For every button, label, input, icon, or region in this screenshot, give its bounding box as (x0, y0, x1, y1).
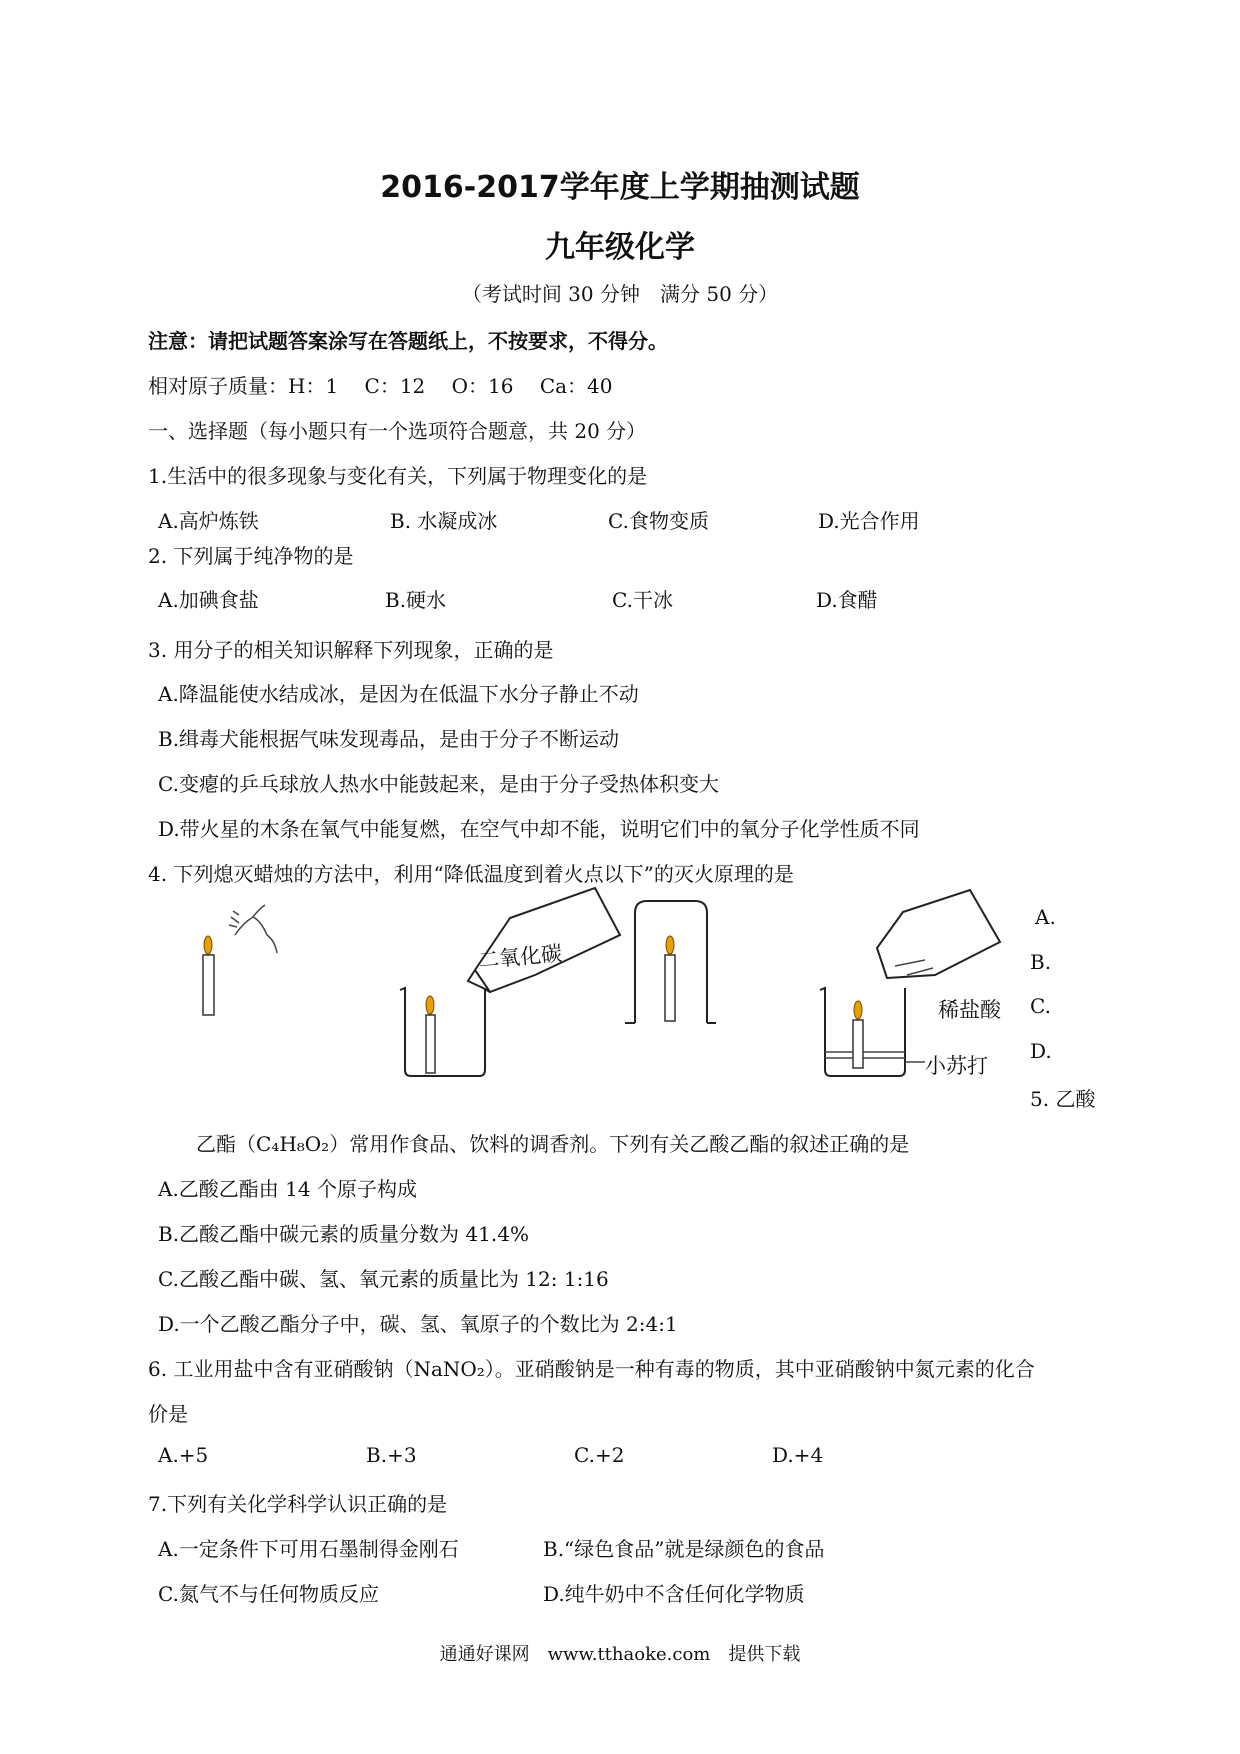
question-2-option-c: C.干冰 (612, 588, 673, 612)
question-2-stem: 2. 下列属于纯净物的是 (148, 544, 354, 568)
question-4-option-d: D. (1030, 1039, 1052, 1063)
question-5-stem-head: 5. 乙酸 (1030, 1087, 1096, 1111)
question-6-option-d: D.+4 (772, 1443, 824, 1467)
footer-credit: 通通好课网 www.tthaoke.com 提供下载 (439, 1644, 801, 1665)
question-3-option-a: A.降温能使水结成冰，是因为在低温下水分子静止不动 (158, 682, 639, 706)
figure-c-covered-candle (620, 895, 720, 1035)
exam-subtitle: 九年级化学 (545, 230, 695, 265)
exam-info: （考试时间 30 分钟 满分 50 分） (461, 282, 779, 306)
question-5-option-d: D.一个乙酸乙酯分子中，碳、氢、氧原子的个数比为 2:4:1 (158, 1312, 678, 1336)
notice: 注意：请把试题答案涂写在答题纸上，不按要求，不得分。 (148, 329, 668, 353)
question-1-stem: 1.生活中的很多现象与变化有关，下列属于物理变化的是 (148, 464, 648, 488)
question-7-option-b: B.“绿色食品”就是绿颜色的食品 (543, 1537, 825, 1561)
question-6-option-c: C.+2 (574, 1443, 625, 1467)
question-6-option-a: A.+5 (158, 1443, 209, 1467)
question-3-option-d: D.带火星的木条在氧气中能复燃，在空气中却不能，说明它们中的氧分子化学性质不同 (158, 817, 920, 841)
figure-d-soda-label: 小苏打 (925, 1054, 988, 1078)
question-4-option-c: C. (1030, 994, 1051, 1018)
question-5-option-a: A.乙酸乙酯由 14 个原子构成 (158, 1177, 417, 1201)
question-1-option-b: B. 水凝成冰 (390, 509, 498, 533)
figure-b-carbon-dioxide (395, 880, 625, 1080)
question-3-option-b: B.缉毒犬能根据气味发现毒品，是由于分子不断运动 (158, 727, 620, 751)
question-5-stem-tail: 乙酯（C₄H₈O₂）常用作食品、饮料的调香剂。下列有关乙酸乙酯的叙述正确的是 (196, 1132, 910, 1156)
question-2-option-d: D.食醋 (816, 588, 878, 612)
question-1-option-a: A.高炉炼铁 (158, 509, 259, 533)
question-3-stem: 3. 用分子的相关知识解释下列现象，正确的是 (148, 638, 554, 662)
question-6-stem-line-1: 6. 工业用盐中含有亚硝酸钠（NaNO₂）。亚硝酸钠是一种有毒的物质，其中亚硝酸钠中氮元素的化合 (148, 1357, 1035, 1381)
question-1-option-d: D.光合作用 (818, 509, 920, 533)
question-7-option-d: D.纯牛奶中不含任何化学物质 (543, 1582, 805, 1606)
question-4-option-b: B. (1030, 950, 1052, 974)
figure-b-label: 二氧化碳 (477, 941, 563, 973)
figure-d-acid-label: 稀盐酸 (938, 998, 1001, 1022)
question-4-stem: 4. 下列熄灭蜡烛的方法中，利用“降低温度到着火点以下”的灭火原理的是 (148, 862, 794, 886)
question-4-option-a: A. (1035, 905, 1056, 929)
question-3-option-c: C.变瘪的乒乓球放人热水中能鼓起来，是由于分子受热体积变大 (158, 772, 719, 796)
question-2-option-b: B.硬水 (385, 588, 447, 612)
question-5-option-c: C.乙酸乙酯中碳、氢、氧元素的质量比为 12: 1:16 (158, 1267, 609, 1291)
question-5-option-b: B.乙酸乙酯中碳元素的质量分数为 41.4% (158, 1222, 529, 1246)
question-7-option-c: C.氮气不与任何物质反应 (158, 1582, 379, 1606)
figure-a-blow-candle (195, 895, 285, 1025)
question-7-option-a: A.一定条件下可用石墨制得金刚石 (158, 1537, 459, 1561)
atomic-masses: 相对原子质量：H：1 C：12 O：16 Ca：40 (148, 374, 613, 398)
question-6-option-b: B.+3 (366, 1443, 417, 1467)
question-6-stem-line-2: 价是 (148, 1402, 188, 1426)
question-1-option-c: C.食物变质 (608, 509, 709, 533)
question-7-stem: 7.下列有关化学科学认识正确的是 (148, 1492, 448, 1516)
section-heading: 一、选择题（每小题只有一个选项符合题意，共 20 分） (148, 419, 647, 443)
exam-title: 2016-2017学年度上学期抽测试题 (380, 170, 860, 205)
question-2-option-a: A.加碘食盐 (158, 588, 259, 612)
